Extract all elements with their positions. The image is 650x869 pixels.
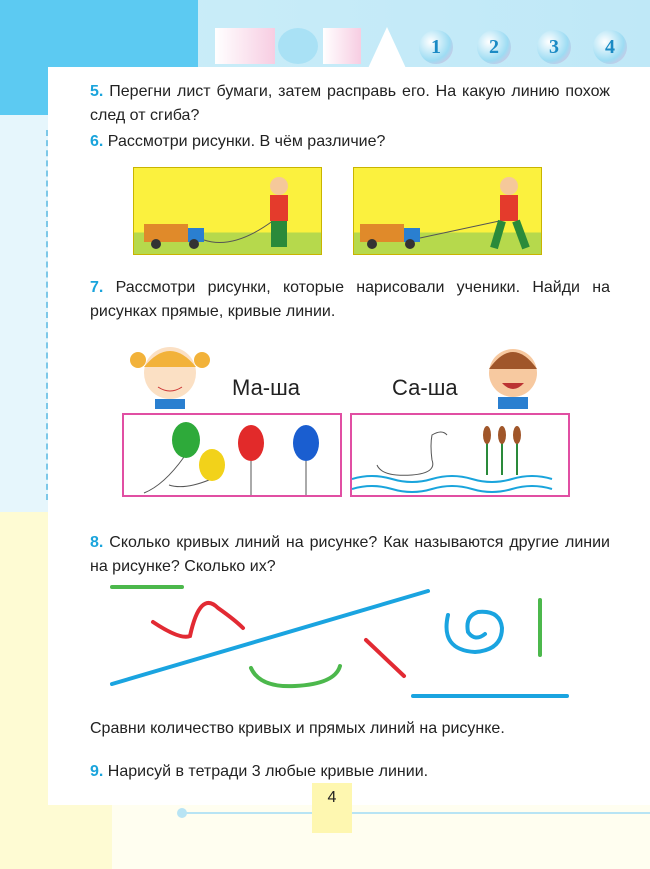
task-text: Рассмотри рисунки. В чём различие? — [107, 133, 386, 150]
task-number: 8. — [90, 534, 104, 551]
task-text: Рассмотри рисунки, которые нарисовали ученики. Найди на рисунках прямые, кривые линии. — [90, 279, 610, 320]
number-ball-4: 4 — [593, 30, 627, 64]
task-text: Нарисуй в тетради 3 любые кривые линии. — [107, 763, 429, 780]
task-9 — [90, 760, 610, 784]
green-arc — [251, 666, 340, 686]
sasha-label: Са-ша — [392, 375, 458, 400]
number-ball-2: 2 — [477, 30, 511, 64]
task-number: 7. — [90, 279, 104, 296]
square-shape-icon — [215, 28, 275, 64]
task-text: Сколько кривых линий на рисунке? Как называются другие линии на рисунке? Сколько их? — [90, 534, 610, 575]
task-number: 5. — [90, 83, 104, 100]
dashed-line — [46, 130, 48, 500]
blue-spiral — [447, 612, 502, 652]
picture-boy-truck-2 — [353, 167, 542, 255]
masha-label: Ма-ша — [232, 375, 301, 400]
masha-drawing — [122, 413, 342, 497]
red-curve — [153, 603, 243, 637]
lines-figure — [100, 570, 600, 710]
sasha-face-icon — [478, 335, 548, 410]
footer-band — [112, 805, 650, 869]
circle-shape-icon — [278, 28, 318, 64]
task-7 — [90, 276, 610, 324]
triangle-shape-icon — [364, 27, 410, 77]
page-number: 4 — [312, 783, 352, 833]
red-segment — [366, 640, 404, 676]
margin-strip — [0, 115, 48, 515]
rectangle-shape-icon — [323, 28, 361, 64]
task-number: 6. — [90, 133, 104, 150]
number-ball-1: 1 — [419, 30, 453, 64]
blue-long-line — [112, 591, 428, 684]
number-ball-3: 3 — [537, 30, 571, 64]
masha-face-icon — [130, 335, 210, 410]
footer-dot — [177, 808, 187, 818]
task-5 — [90, 80, 610, 128]
sasha-drawing — [350, 413, 570, 497]
footer-line — [180, 812, 650, 814]
task-number: 9. — [90, 763, 104, 780]
compare-text: Сравни количество кривых и прямых линий на рисунке. — [90, 720, 505, 737]
picture-boy-truck-1 — [133, 167, 322, 255]
task-text: Перегни лист бумаги, затем расправь его. На какую линию похож след от сгиба? — [90, 83, 610, 124]
task-6 — [90, 130, 610, 154]
